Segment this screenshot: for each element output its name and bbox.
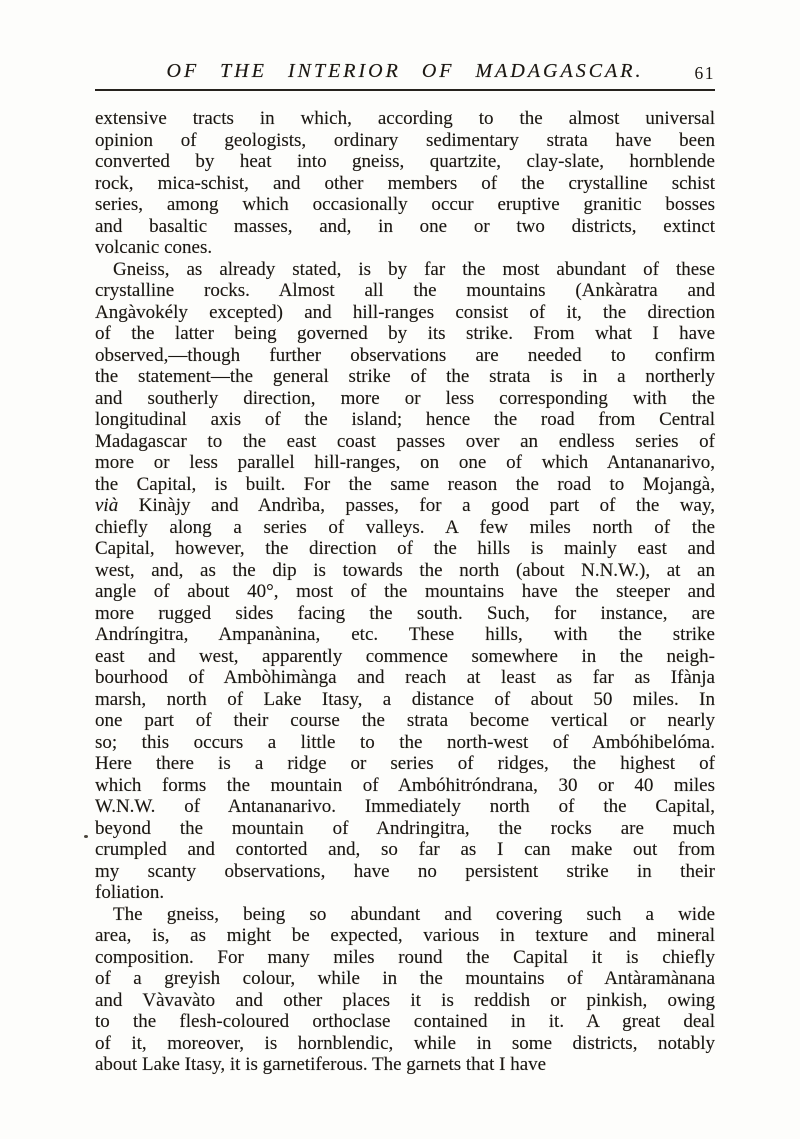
text-line: which forms the mountain of Ambóhitróndrana, 30 or 40 miles [95,774,715,796]
page-number: 61 [694,63,715,83]
text-line: series, among which occasionally occur eruptive granitic bosses [95,194,715,215]
margin-ink-speck [84,835,88,838]
text-line: Capital, however, the direction of the hills is mainly east and [95,538,715,559]
text-line: the Capital, is built. For the same reason the road to Mojangà, [95,473,715,495]
text-line: to the flesh-coloured orthoclase contained in it. A great deal [95,1011,715,1032]
text-line: and Vàvavàto and other places it is reddish or pinkish, owing [95,989,715,1011]
text-line: beyond the mountain of Andringitra, the rocks are much [95,817,715,839]
text-line: area, is, as might be expected, various in texture and mineral [95,925,715,946]
text-line: chiefly along a series of valleys. A few miles north of the [95,516,715,538]
text-line: about Lake Itasy, it is garnetiferous. The garnets that I have [95,1054,547,1075]
text-line: of it, moreover, is hornblendic, while in some districts, notably [95,1032,715,1054]
text-line: of a greyish colour, while in the mountains of Antàramànana [95,968,715,989]
text-line: angle of about 40°, most of the mountains have the steeper and [95,581,715,602]
page-body [95,108,715,1076]
page-header-title: OF THE INTERIOR OF MADAGASCAR. [166,60,644,82]
text-line: Madagascar to the east coast passes over an endless series of [95,430,715,452]
text-line: so; this occurs a little to the north-west of Ambóhibelóma. [95,731,715,753]
text-line: extensive tracts in which, according to the almost universal [95,108,715,129]
text-line: W.N.W. of Antananarivo. Immediately north of the Capital, [95,796,715,817]
text-line: more or less parallel hill-ranges, on one of which Antananarivo, [95,452,715,473]
text-line: more rugged sides facing the south. Such, for instance, are [95,602,715,624]
text-line: Here there is a ridge or series of ridges, the highest of [95,753,715,774]
text-line: composition. For many miles round the Capital it is chiefly [95,946,715,968]
text-line: east and west, apparently commence somewhere in the neigh- [95,645,715,667]
text-line: foliation. [95,882,165,903]
text-line: one part of their course the strata become vertical or nearly [95,710,715,731]
text-line: opinion of geologists, ordinary sedimentary strata have been [95,129,715,151]
running-head [95,58,715,84]
text-line: Angàvokély excepted) and hill-ranges consist of it, the direction [95,301,715,323]
italic-text: vià [95,495,119,516]
text-line: crumpled and contorted and, so far as I can make out from [95,839,715,860]
text-line: of the latter being governed by its strike. From what I have [95,323,715,344]
text-line: marsh, north of Lake Itasy, a distance of about 50 miles. In [95,688,715,710]
text-column [95,58,715,1076]
text-line: longitudinal axis of the island; hence the road from Central [95,409,715,430]
text-line: my scanty observations, have no persistent strike in their [95,860,715,882]
text-line: observed,—though further observations are needed to confirm [95,344,715,366]
text-line: and basaltic masses, and, in one or two districts, extinct [95,215,715,237]
text-line: Andríngitra, Ampanànina, etc. These hills, with the strike [95,624,715,645]
header-rule [95,89,715,91]
text-line: volcanic cones. [95,237,213,258]
text-line: and southerly direction, more or less corresponding with the [95,387,715,409]
text-line: The gneiss, being so abundant and covering such a wide [113,903,715,925]
text-line: crystalline rocks. Almost all the mountains (Ankàratra and [95,280,715,301]
text-line: the statement—the general strike of the strata is in a northerly [95,366,715,387]
text-line: rock, mica-schist, and other members of the crystalline schist [95,172,715,194]
text-line: bourhood of Ambòhimànga and reach at least as far as Ifànja [95,667,715,688]
text-line: vià Kinàjy and Andrìba, passes, for a good part of the way, [95,495,715,516]
text-line: Gneiss, as already stated, is by far the most abundant of these [113,258,715,280]
text-line: west, and, as the dip is towards the north (about N.N.W.), at an [95,559,715,581]
text-line: converted by heat into gneiss, quartzite, clay-slate, hornblende [95,151,715,172]
